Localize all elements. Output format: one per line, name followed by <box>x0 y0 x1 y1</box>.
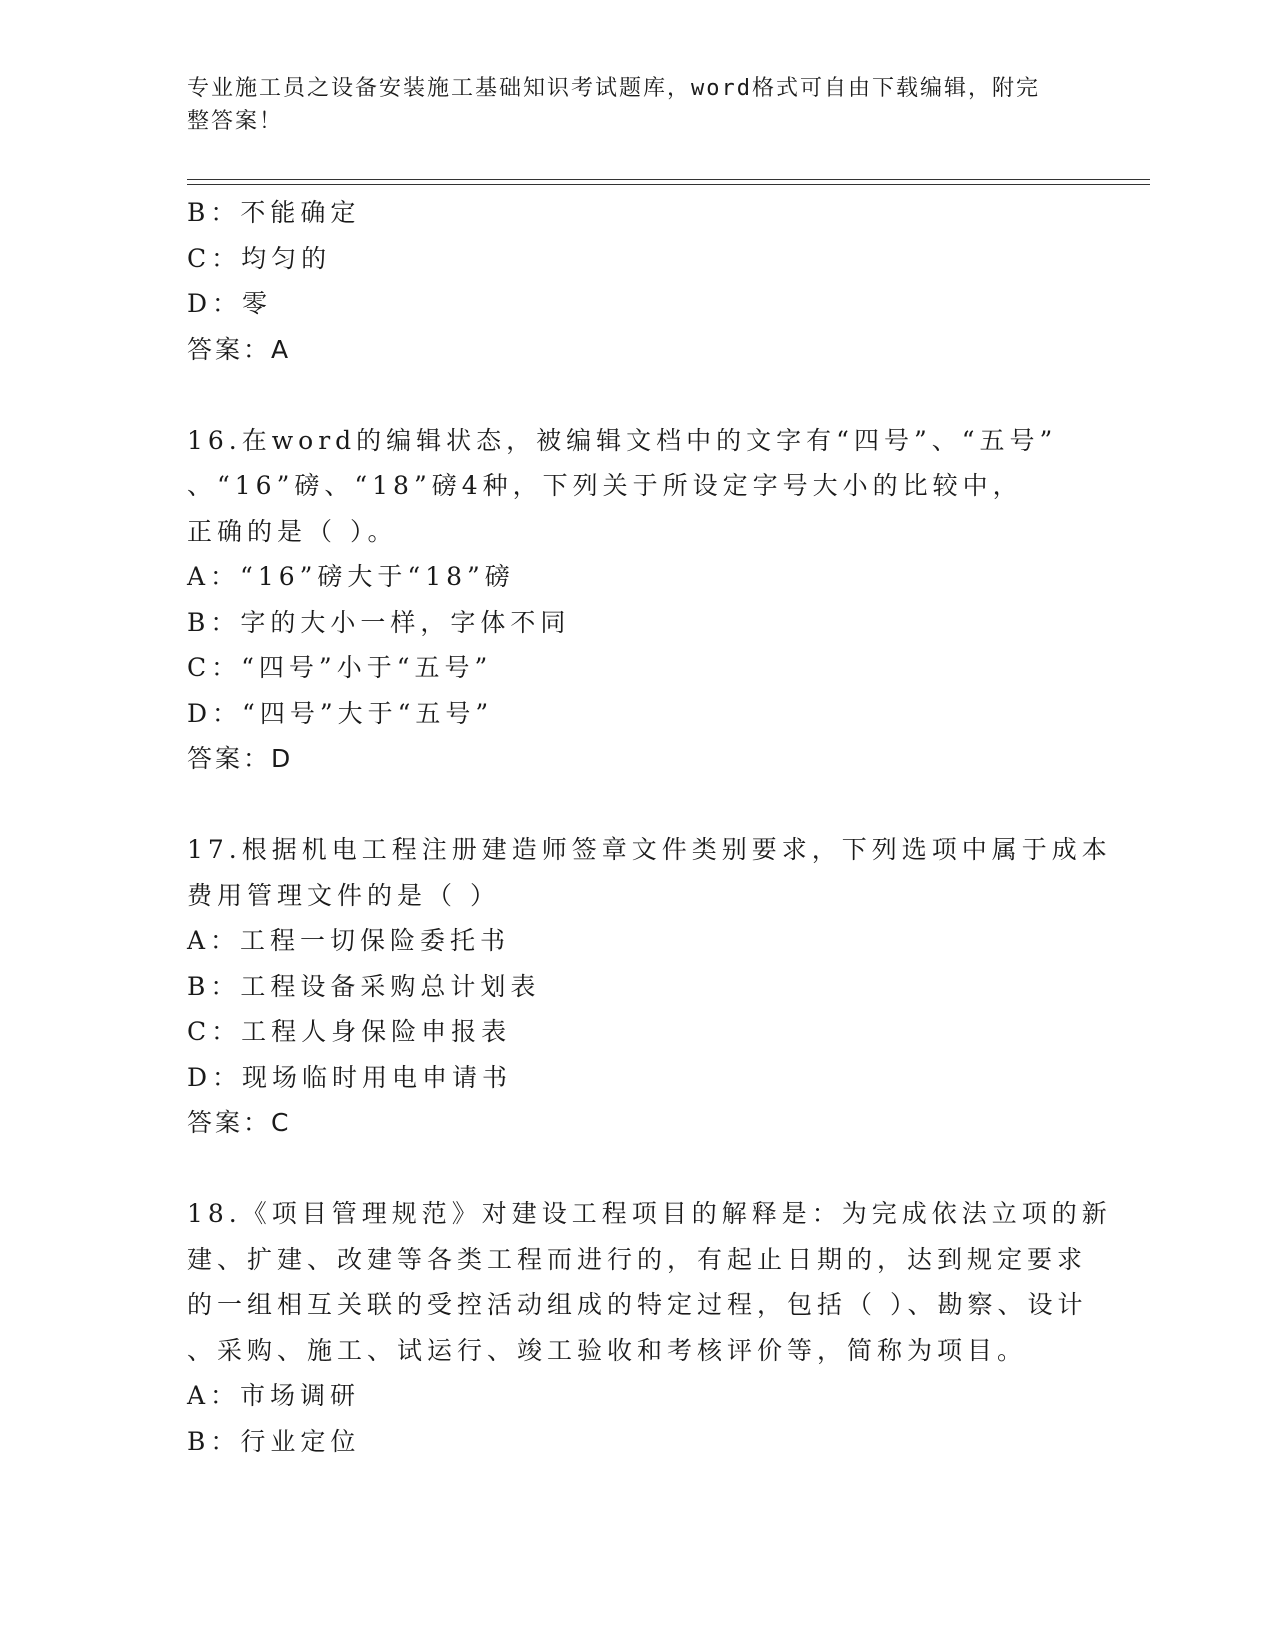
previous-question-tail <box>187 190 1067 372</box>
question-stem-line: 的一组相互关联的受控活动组成的特定过程，包括（ ）、勘察、设计 <box>187 1290 1088 1319</box>
option-b: B：字的大小一样，字体不同 <box>187 607 571 637</box>
question-stem-line: 、采购、施工、试运行、竣工验收和考核评价等，简称为项目。 <box>187 1335 1028 1365</box>
option-a: A：“16”磅大于“18”磅 <box>187 562 515 591</box>
option-d: D：零 <box>187 289 273 318</box>
option-d: D：“四号”大于“五号” <box>187 698 494 728</box>
question-stem-line: 、“16”磅、“18”磅4种，下列关于所设定字号大小的比较中， <box>187 471 1023 500</box>
question-18 <box>187 1191 1112 1464</box>
option-b: B：不能确定 <box>187 198 361 227</box>
answer-line: 答案：C <box>187 1108 292 1137</box>
header-divider-bottom <box>187 184 1150 185</box>
question-17 <box>187 827 1112 1146</box>
header-divider-top <box>187 179 1150 180</box>
answer-line: 答案：A <box>187 334 292 364</box>
document-body <box>187 190 1112 1464</box>
answer-line: 答案：D <box>187 744 294 773</box>
document-header <box>187 72 1067 138</box>
question-stem-line: 18.《项目管理规范》对建设工程项目的解释是：为完成依法立项的新 <box>187 1199 1112 1228</box>
option-d: D：现场临时用电申请书 <box>187 1062 513 1092</box>
option-c: C：工程人身保险申报表 <box>187 1017 512 1046</box>
option-a: A：工程一切保险委托书 <box>187 926 511 955</box>
option-c: C：“四号”小于“五号” <box>187 653 493 682</box>
option-c: C：均匀的 <box>187 243 332 273</box>
question-16 <box>187 418 1067 782</box>
option-b: B：工程设备采购总计划表 <box>187 971 541 1001</box>
question-stem-line: 16.在word的编辑状态，被编辑文档中的文字有“四号”、“五号” <box>187 425 1058 455</box>
question-stem-line: 17.根据机电工程注册建造师签章文件类别要求，下列选项中属于成本 <box>187 835 1112 864</box>
question-stem-line: 正确的是（ ）。 <box>187 516 398 546</box>
option-a: A：市场调研 <box>187 1381 361 1410</box>
option-b: B：行业定位 <box>187 1426 361 1456</box>
question-stem-line: 建、扩建、改建等各类工程而进行的，有起止日期的，达到规定要求 <box>187 1244 1088 1274</box>
question-stem-line: 费用管理文件的是（ ） <box>187 880 500 910</box>
header-line-1: 专业施工员之设备安装施工基础知识考试题库，word格式可自由下载编辑，附完 <box>187 76 1040 101</box>
header-line-2: 整答案！ <box>187 109 284 134</box>
